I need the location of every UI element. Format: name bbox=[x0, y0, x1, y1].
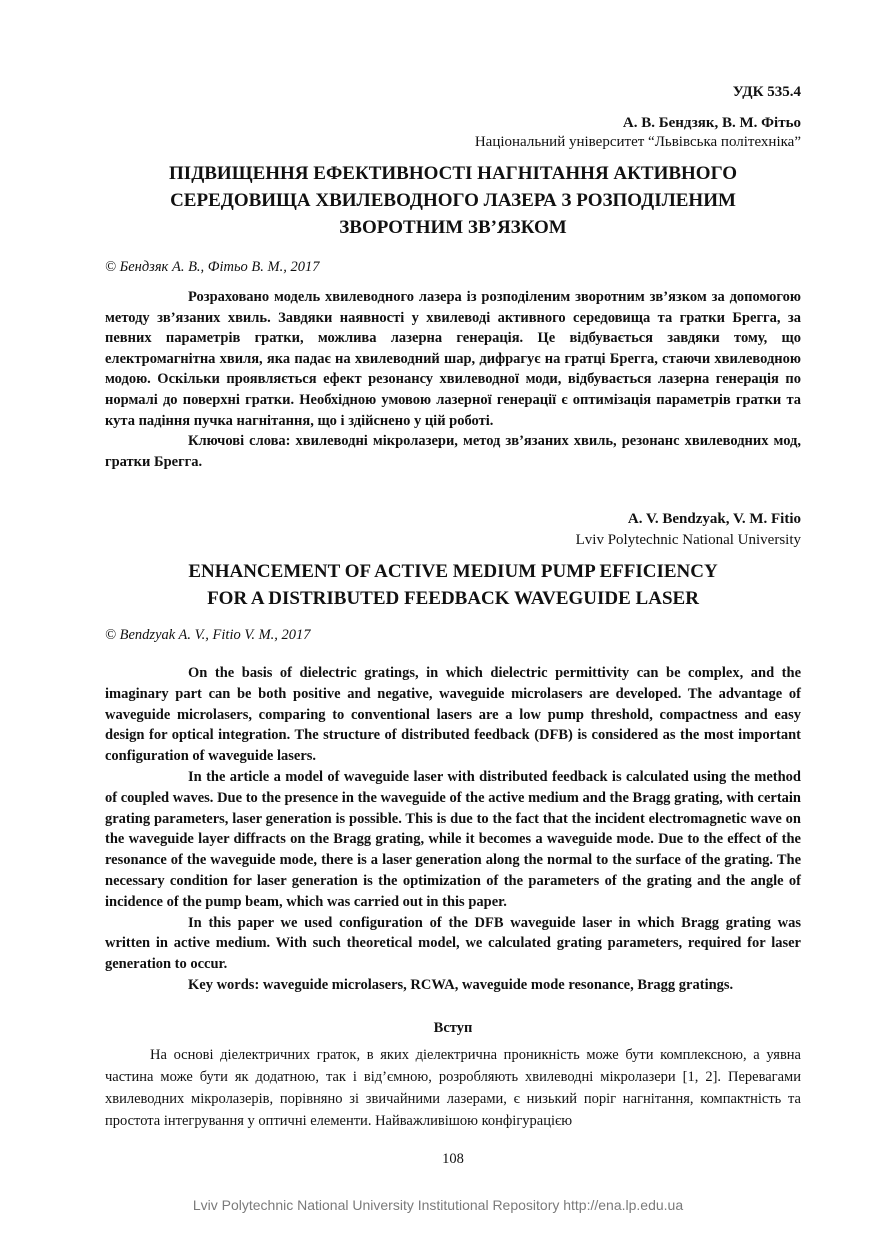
abstract-ua bbox=[105, 287, 801, 472]
abstract-en-paragraph: In the article a model of waveguide laser with distributed feedback is calculated using the method of coupled waves. Due to the presence in the waveguide of the active medium and the Bragg grating, with certain grating parameters, laser generation is possible. This is due to the fact that the incident electromagnetic wave on the waveguide layer diffracts on the Bragg grating, while it becomes a waveguide mode. Due to the effect of the resonance of the waveguide mode, there is a laser generation along the normal to the surface of the grating. The necessary condition for laser generation is the optimization of the parameters of the grating and the angle of incidence of the pump beam, which was carried out in this paper. bbox=[105, 768, 801, 910]
authors-block-en bbox=[105, 509, 801, 551]
intro-body bbox=[105, 1044, 801, 1132]
abstract-ua-text: Розраховано модель хвилеводного лазера із розподіленим зворотним зв’язком за допомогою методу зв’язаних хвиль. Завдяки наявності у хвилеводі активного середовища та гратки Брегга, за певних параметрів гратки, можлива лазерна генерація. Це відбувається завдяки тому, що електромагнітна хвиля, яка падає на хвилеводний шар, дифрагує на гратці Брегга, стаючи хвилеводною модою. Оскільки проявляється ефект резонансу хвилеводної моди, відбувається лазерна генерація по нормалі до поверхні гратки. Необхідною умовою лазерної генерації є оптимізація параметрів гратки та кута падіння пучка нагнітання, що і здійснено у цій роботі. bbox=[105, 289, 801, 429]
affiliation-ua: Національний університет “Львівська політехніка” bbox=[474, 134, 801, 150]
page-number: 108 bbox=[442, 1151, 464, 1167]
title-en bbox=[105, 558, 801, 612]
intro-paragraph: На основі діелектричних граток, в яких діелектрична проникність може бути комплексною, а уявна частина може бути як додатною, так і від’ємною, розробляють хвилеводні мікролазери [1, 2]. Перевагами хвилеводних мікролазерів, порівняно зі звичайними лазерами, є низький поріг нагнітання, компактність та простота інтегрування у оптичні елементи. Найважливішою конфігурацією bbox=[105, 1047, 801, 1129]
authors-en: A. V. Bendzyak, V. M. Fitio bbox=[627, 511, 801, 527]
title-en-line: FOR A DISTRIBUTED FEEDBACK WAVEGUIDE LASER bbox=[207, 588, 699, 609]
authors-block-ua bbox=[105, 114, 801, 152]
intro-heading: Вступ bbox=[433, 1020, 473, 1036]
copyright-ua: © Бендзяк А. В., Фітьо В. М., 2017 bbox=[105, 259, 320, 275]
repository-footer: Lviv Polytechnic National University Institutional Repository http://ena.lp.edu.ua bbox=[192, 1197, 684, 1213]
abstract-en bbox=[105, 663, 801, 996]
keywords-en: Key words: waveguide microlasers, RCWA, waveguide mode resonance, Bragg gratings. bbox=[188, 976, 734, 993]
abstract-en-paragraph: On the basis of dielectric gratings, in which dielectric permittivity can be complex, and the imaginary part can be both positive and negative, waveguide microlasers are developed. The advantage of waveguide microlasers, comparing to conventional lasers are a low pump threshold, compactness and easy design for optical integration. The structure of distributed feedback (DFB) is considered as the most important configuration of waveguide lasers. bbox=[105, 665, 801, 765]
keywords-ua: Ключові слова: хвилеводні мікролазери, метод зв’язаних хвиль, резонанс хвилеводних мод, гратки Брегга. bbox=[105, 433, 801, 470]
udk-code: УДК 535.4 bbox=[732, 84, 801, 100]
affiliation-en: Lviv Polytechnic National University bbox=[575, 532, 801, 548]
title-en-line: ENHANCEMENT OF ACTIVE MEDIUM PUMP EFFICIENCY bbox=[188, 561, 718, 582]
title-ua-line: СЕРЕДОВИЩА ХВИЛЕВОДНОГО ЛАЗЕРА З РОЗПОДІЛЕНИМ bbox=[170, 190, 736, 211]
authors-ua: А. В. Бендзяк, В. М. Фітьо bbox=[622, 115, 801, 131]
title-ua bbox=[105, 160, 801, 241]
title-ua-line: ПІДВИЩЕННЯ ЕФЕКТИВНОСТІ НАГНІТАННЯ АКТИВНОГО bbox=[169, 163, 737, 184]
abstract-en-paragraph: In this paper we used configuration of the DFB waveguide laser in which Bragg grating was written in active medium. With such theoretical model, we calculated grating parameters, required for laser generation to occur. bbox=[105, 914, 801, 973]
title-ua-line: ЗВОРОТНИМ ЗВ’ЯЗКОМ bbox=[339, 217, 567, 238]
copyright-en: © Bendzyak A. V., Fitio V. M., 2017 bbox=[105, 627, 311, 643]
